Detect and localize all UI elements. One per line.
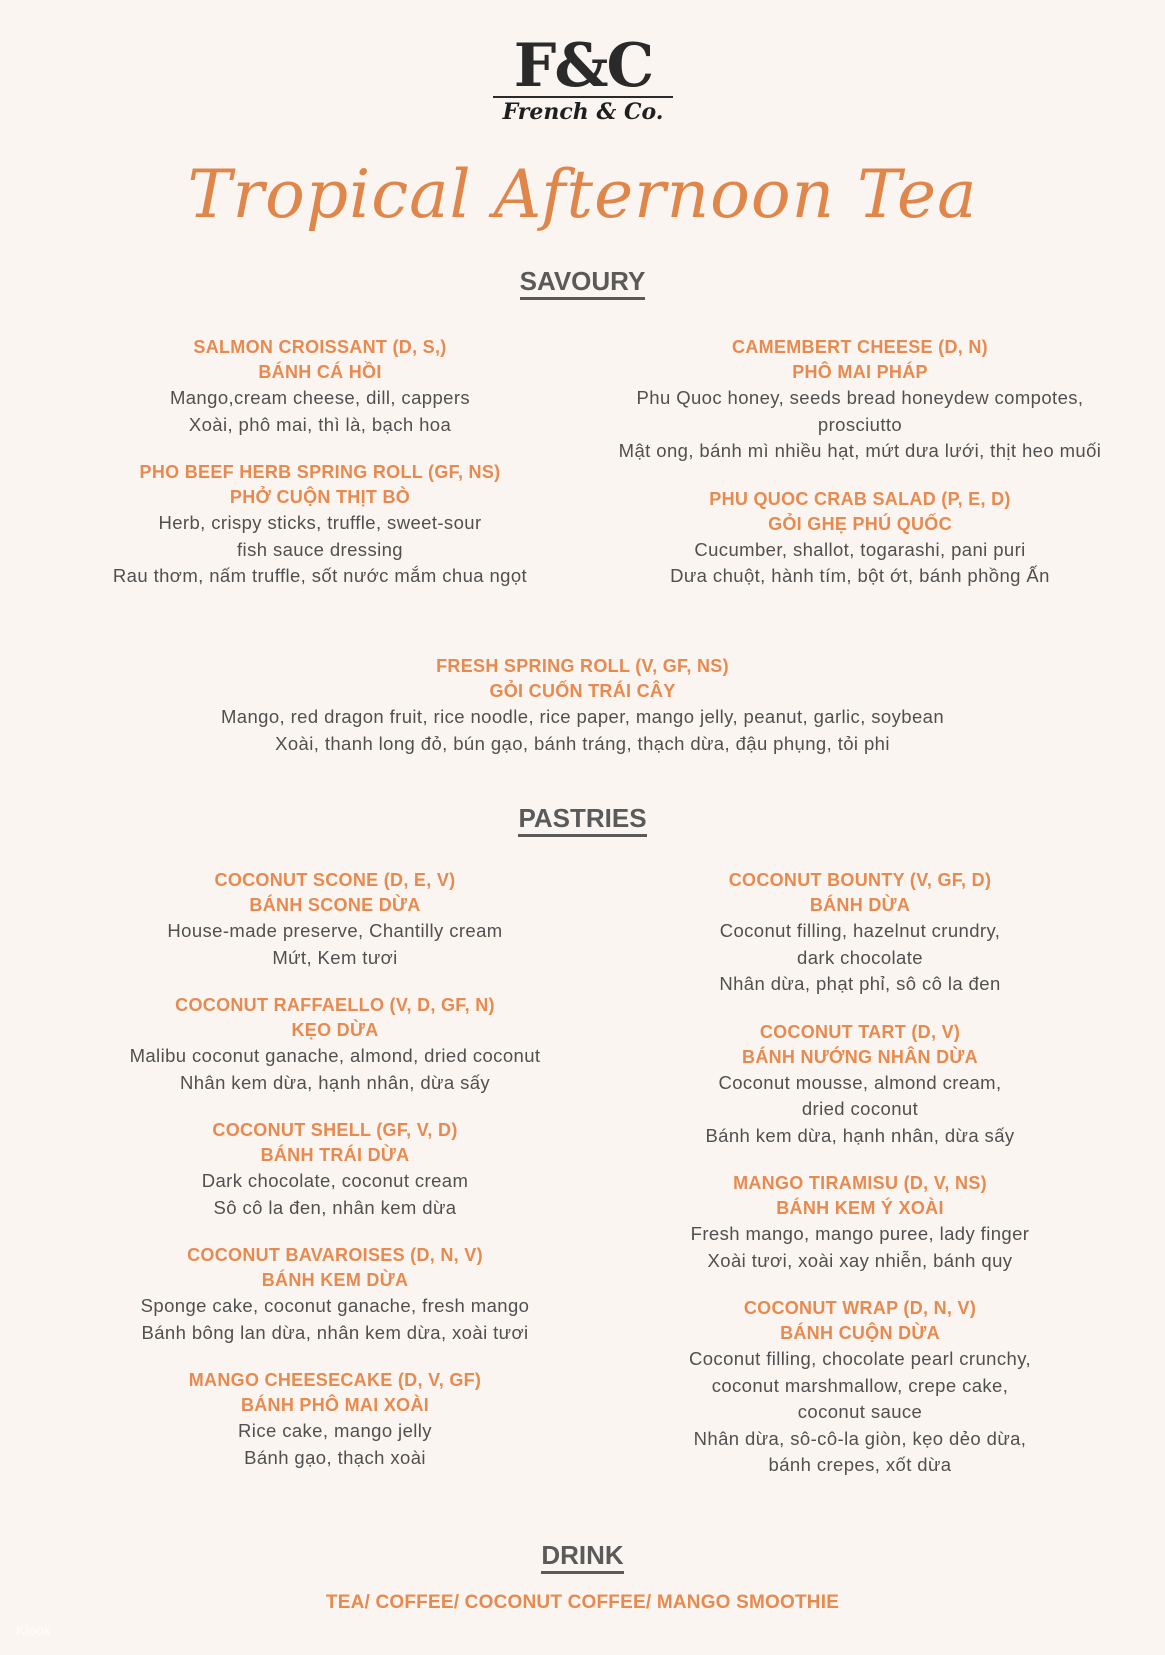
item-name: COCONUT WRAP (D, N, V) — [743, 1298, 977, 1318]
item-desc: dark chocolate — [797, 946, 923, 968]
menu-item — [0, 654, 1165, 757]
logo-mark: F&C — [493, 38, 673, 98]
menu-item — [60, 335, 580, 438]
item-name-vi: BÁNH NƯỚNG NHÂN DỪA — [742, 1046, 978, 1067]
item-name-vi: BÁNH SCONE DỪA — [249, 895, 421, 915]
item-desc: House-made preserve, Chantilly cream — [167, 920, 503, 941]
item-desc-vi: bánh crepes, xốt dừa — [768, 1454, 952, 1475]
item-desc-vi: Bánh gạo, thạch xoài — [244, 1446, 426, 1468]
item-desc-vi: Xoài tươi, xoài xay nhiễn, bánh quy — [707, 1249, 1013, 1271]
item-name-vi: BÁNH PHÔ MAI XOÀI — [240, 1395, 430, 1415]
item-name-vi: GỎI CUỐN TRÁI CÂY — [489, 681, 676, 701]
savoury-right-column — [580, 335, 1140, 612]
item-desc: Cucumber, shallot, togarashi, pani puri — [694, 538, 1026, 560]
item-desc-vi: Mật ong, bánh mì nhiều hạt, mứt dưa lưới, thịt heo muối — [618, 440, 1102, 461]
item-name: PHO BEEF HERB SPRING ROLL (GF, NS) — [139, 462, 501, 482]
item-desc-vi: Nhân dừa, sô-cô-la giòn, kẹo dẻo dừa, — [693, 1427, 1027, 1449]
watermark: Klook — [16, 1622, 52, 1638]
menu-item — [580, 335, 1140, 465]
pastries-right-column — [600, 868, 1120, 1501]
section-heading-savoury — [0, 266, 1165, 296]
item-name: PHU QUOC CRAB SALAD (P, E, D) — [709, 488, 1011, 509]
item-name: SALMON CROISSANT (D, S,) — [193, 337, 447, 357]
item-desc-vi: Nhân dừa, phạt phỉ, sô cô la đen — [719, 973, 1001, 994]
item-desc: Coconut filling, chocolate pearl crunchy, — [688, 1348, 1032, 1369]
item-desc: Mango,cream cheese, dill, cappers — [169, 387, 471, 408]
item-name-vi: PHÔ MAI PHÁP — [792, 362, 928, 382]
item-desc: Mango, red dragon fruit, rice noodle, rice paper, mango jelly, peanut, garlic, soybean — [220, 706, 945, 727]
menu-title: Tropical Afternoon Tea — [187, 156, 978, 233]
section-heading-pastries — [0, 803, 1165, 833]
menu-item — [580, 487, 1140, 590]
item-name: COCONUT TART (D, V) — [759, 1021, 961, 1042]
menu-item — [600, 1296, 1120, 1479]
item-name-vi: BÁNH KEM DỪA — [261, 1270, 409, 1290]
savoury-heading-text: SAVOURY — [520, 266, 646, 300]
item-desc: Fresh mango, mango puree, lady finger — [690, 1223, 1030, 1244]
pastries-heading-text: PASTRIES — [518, 803, 646, 837]
savoury-left-column — [60, 335, 580, 612]
item-name: FRESH SPRING ROLL (V, GF, NS) — [436, 656, 729, 676]
menu-item — [80, 1368, 590, 1471]
item-name-vi: BÁNH TRÁI DỪA — [260, 1145, 410, 1165]
item-desc-vi: Rau thơm, nấm truffle, sốt nước mắm chua ngọt — [112, 565, 528, 586]
item-name: COCONUT SHELL (GF, V, D) — [212, 1120, 458, 1140]
item-desc: Malibu coconut ganache, almond, dried coconut — [129, 1045, 541, 1066]
item-desc: Coconut filling, hazelnut crundry, — [719, 920, 1001, 941]
item-desc: Coconut mousse, almond cream, — [718, 1071, 1002, 1093]
item-desc-vi: Dưa chuột, hành tím, bột ớt, bánh phồng Ấn — [670, 565, 1050, 586]
item-name-vi: BÁNH DỪA — [809, 895, 911, 915]
item-desc: Phu Quoc honey, seeds bread honeydew compotes, — [636, 387, 1084, 408]
item-desc: Rice cake, mango jelly — [238, 1420, 432, 1441]
item-desc-vi: Mứt, Kem tươi — [272, 946, 398, 968]
brand-logo — [493, 31, 673, 125]
item-desc-vi: Sô cô la đen, nhân kem dừa — [213, 1196, 457, 1218]
menu-item — [80, 868, 590, 971]
item-desc: coconut marshmallow, crepe cake, — [711, 1374, 1009, 1396]
item-name: COCONUT SCONE (D, E, V) — [214, 870, 456, 890]
item-name-vi: BÁNH CÁ HỒI — [258, 362, 382, 382]
item-desc: Dark chocolate, coconut cream — [201, 1170, 469, 1191]
item-name-vi: GỎI GHẸ PHÚ QUỐC — [768, 513, 952, 534]
item-name: MANGO TIRAMISU (D, V, NS) — [733, 1173, 987, 1193]
item-name: COCONUT BOUNTY (V, GF, D) — [728, 870, 992, 890]
item-name: CAMEMBERT CHEESE (D, N) — [732, 337, 988, 357]
menu-item — [80, 993, 590, 1096]
menu-item — [80, 1118, 590, 1221]
item-desc-vi: Bánh kem dừa, hạnh nhân, dừa sấy — [705, 1124, 1015, 1146]
item-name-vi: BÁNH KEM Ý XOÀI — [776, 1198, 944, 1218]
menu-item — [80, 1243, 590, 1346]
item-desc: coconut sauce — [797, 1401, 923, 1422]
drink-items: TEA/ COFFEE/ COCONUT COFFEE/ MANGO SMOOTHIE — [325, 1592, 840, 1613]
menu-item — [600, 1020, 1120, 1150]
menu-item — [600, 868, 1120, 998]
item-desc: dried coconut — [801, 1098, 919, 1119]
item-name-vi: BÁNH CUỘN DỪA — [780, 1323, 940, 1343]
item-name: MANGO CHEESECAKE (D, V, GF) — [188, 1370, 482, 1390]
item-name-vi: PHỞ CUỘN THỊT BÒ — [229, 487, 411, 507]
drink-heading-text: DRINK — [541, 1540, 623, 1574]
item-desc: fish sauce dressing — [237, 538, 403, 560]
logo-name: French & Co. — [502, 99, 664, 125]
savoury-center-item — [0, 654, 1165, 779]
item-desc: prosciutto — [817, 413, 903, 435]
menu-item — [600, 1171, 1120, 1274]
menu-item — [60, 460, 580, 590]
item-name-vi: KẸO DỪA — [291, 1020, 379, 1040]
section-heading-drink — [0, 1540, 1165, 1570]
item-desc: Sponge cake, coconut ganache, fresh mango — [140, 1295, 530, 1316]
item-name: COCONUT RAFFAELLO (V, D, GF, N) — [175, 995, 495, 1015]
pastries-left-column — [80, 868, 590, 1493]
item-desc-vi: Nhân kem dừa, hạnh nhân, dừa sấy — [179, 1071, 491, 1093]
item-desc: Herb, crispy sticks, truffle, sweet-sour — [158, 512, 482, 533]
item-desc-vi: Xoài, thanh long đỏ, bún gạo, bánh tráng, thạch dừa, đậu phụng, tỏi phi — [275, 732, 890, 754]
item-desc-vi: Bánh bông lan dừa, nhân kem dừa, xoài tươi — [141, 1321, 529, 1343]
item-name: COCONUT BAVAROISES (D, N, V) — [187, 1245, 483, 1265]
item-desc-vi: Xoài, phô mai, thì là, bạch hoa — [188, 413, 452, 435]
